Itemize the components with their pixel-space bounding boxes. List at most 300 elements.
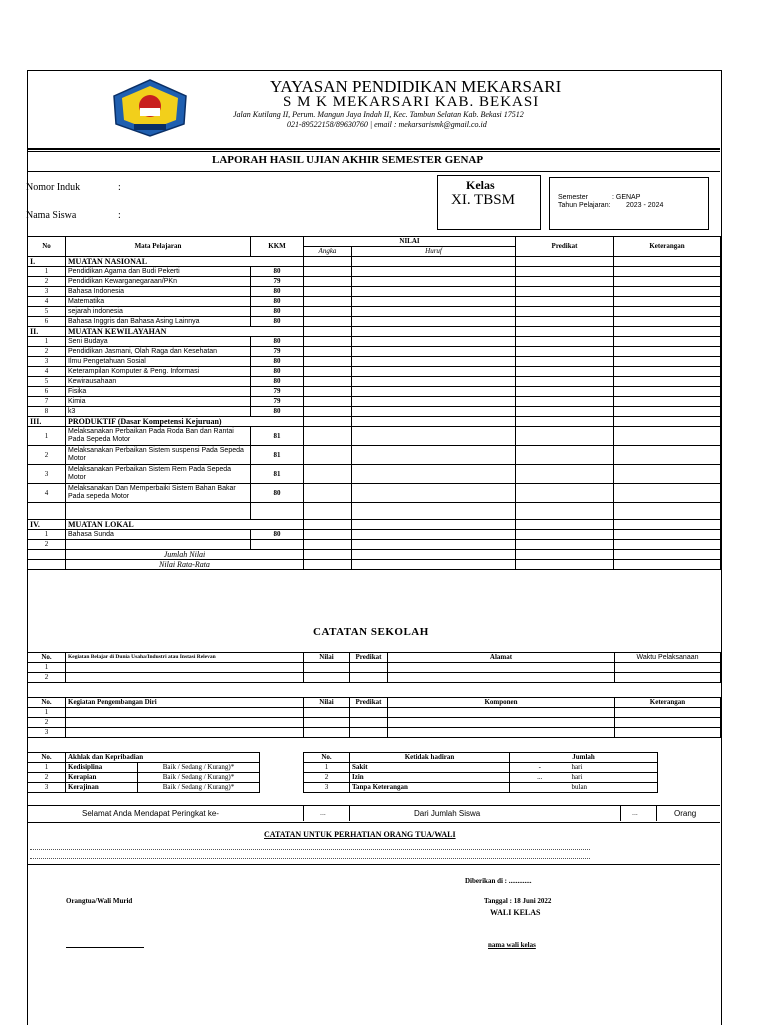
semester-value: : GENAP — [612, 194, 641, 201]
kkm-value: 80 — [251, 317, 304, 327]
table-row — [28, 307, 721, 317]
predikat-cell — [516, 484, 614, 503]
angka-cell — [304, 377, 352, 387]
ekskul-col-komponen: Komponen — [388, 698, 615, 708]
angka-cell — [304, 317, 352, 327]
huruf-cell — [352, 465, 516, 484]
predikat-cell — [516, 377, 614, 387]
tahun-label: Tahun Pelajaran: — [558, 202, 611, 209]
kkm-value: 79 — [251, 277, 304, 287]
subject-name: Bahasa Indonesia — [66, 287, 251, 297]
section-title: MUATAN NASIONAL — [66, 257, 304, 267]
catatan-sekolah-title: CATATAN SEKOLAH — [313, 626, 429, 638]
subject-name: Pendidikan Kewarganegaraan/PKn — [66, 277, 251, 287]
empty-cell — [28, 503, 66, 520]
table-row — [304, 783, 658, 793]
predikat-cell — [516, 307, 614, 317]
angka-cell — [304, 267, 352, 277]
subject-name: k3 — [66, 407, 251, 417]
kkm-value: 81 — [251, 427, 304, 446]
keterangan-cell — [614, 427, 721, 446]
wali-kelas-label: WALI KELAS — [490, 908, 541, 917]
row-number: 1 — [304, 763, 350, 773]
table-row — [28, 773, 260, 783]
keterangan-cell — [614, 530, 721, 540]
empty-cell — [304, 673, 350, 683]
row-number: 4 — [28, 297, 66, 307]
empty-cell — [615, 673, 721, 683]
predikat-cell — [516, 446, 614, 465]
absen-unit: bulan — [570, 783, 658, 793]
row-number: 3 — [28, 287, 66, 297]
predikat-cell — [516, 520, 614, 530]
keterangan-cell — [614, 337, 721, 347]
kkm-value: 80 — [251, 337, 304, 347]
empty-cell — [615, 708, 721, 718]
table-row — [28, 708, 721, 718]
akhlak-options: Baik / Sedang / Kurang)* — [138, 783, 260, 793]
empty-cell — [66, 673, 304, 683]
table-row — [28, 530, 721, 540]
kkm-value: 81 — [251, 465, 304, 484]
ortu-label: Orangtua/Wali Murid — [66, 897, 133, 905]
keterangan-cell — [614, 287, 721, 297]
empty-cell — [28, 550, 66, 560]
foundation-name: YAYASAN PENDIDIKAN MEKARSARI — [270, 77, 562, 96]
huruf-cell — [352, 446, 516, 465]
predikat-cell — [516, 267, 614, 277]
ranking-dots-2: ... — [632, 810, 638, 817]
empty-cell — [615, 728, 721, 738]
keterangan-cell — [614, 267, 721, 277]
huruf-cell — [352, 257, 516, 267]
table-row — [28, 367, 721, 377]
keterangan-cell — [614, 347, 721, 357]
table-row — [28, 297, 721, 307]
empty-cell — [352, 503, 516, 520]
empty-cell — [304, 708, 350, 718]
angka-cell — [304, 550, 352, 560]
empty-cell — [388, 718, 615, 728]
row-number: 2 — [28, 718, 66, 728]
kkm-value: 79 — [251, 397, 304, 407]
semester-label: Semester — [558, 194, 588, 201]
empty-cell — [388, 728, 615, 738]
keterangan-cell — [614, 357, 721, 367]
absen-table — [303, 752, 658, 793]
kkm-value: 80 — [251, 307, 304, 317]
ekskul-col-no: No. — [28, 698, 66, 708]
empty-cell — [350, 718, 388, 728]
report-title: LAPORAH HASIL UJIAN AKHIR SEMESTER GENAP — [212, 154, 484, 166]
keterangan-cell — [614, 317, 721, 327]
keterangan-cell — [614, 327, 721, 337]
table-row — [28, 287, 721, 297]
absen-col-title: Ketidak hadiran — [350, 753, 510, 763]
angka-cell — [304, 297, 352, 307]
section-row — [28, 417, 721, 427]
section-number: IV. — [28, 520, 66, 530]
nama-wali-kelas: nama wali kelas — [488, 941, 536, 949]
empty-cell — [251, 503, 304, 520]
huruf-cell — [352, 484, 516, 503]
table-row — [28, 387, 721, 397]
empty-cell — [304, 718, 350, 728]
subject-name: Matematika — [66, 297, 251, 307]
tanggal: Tanggal : 18 Juni 2022 — [484, 897, 552, 905]
subject-name: Bahasa Sunda — [66, 530, 251, 540]
row-number: 8 — [28, 407, 66, 417]
col-kkm: KKM — [251, 237, 304, 257]
keterangan-cell — [614, 297, 721, 307]
kkm-value: 80 — [251, 287, 304, 297]
empty-cell — [304, 728, 350, 738]
angka-cell — [304, 327, 352, 337]
table-row — [28, 763, 260, 773]
col-huruf: Huruf — [352, 247, 516, 257]
kkm-value — [251, 540, 304, 550]
predikat-cell — [516, 465, 614, 484]
row-number: 3 — [304, 783, 350, 793]
absen-name: Sakit — [350, 763, 510, 773]
row-number: 5 — [28, 377, 66, 387]
subject-name: Kewirausahaan — [66, 377, 251, 387]
huruf-cell — [352, 417, 516, 427]
predikat-cell — [516, 327, 614, 337]
huruf-cell — [352, 520, 516, 530]
kkm-value: 80 — [251, 297, 304, 307]
angka-cell — [304, 287, 352, 297]
huruf-cell — [352, 307, 516, 317]
kkm-value: 81 — [251, 446, 304, 465]
notes-line-2 — [30, 858, 590, 859]
row-number: 3 — [28, 465, 66, 484]
kkm-value: 80 — [251, 367, 304, 377]
predikat-cell — [516, 417, 614, 427]
angka-cell — [304, 337, 352, 347]
predikat-cell — [516, 367, 614, 377]
akhlak-table — [27, 752, 260, 793]
row-number: 2 — [28, 773, 66, 783]
table-row — [28, 728, 721, 738]
row-number: 5 — [28, 307, 66, 317]
keterangan-cell — [614, 540, 721, 550]
akhlak-col-no: No. — [28, 753, 66, 763]
keterangan-cell — [614, 387, 721, 397]
notes-line-1 — [30, 849, 590, 850]
notes-divider — [27, 864, 720, 865]
predikat-cell — [516, 560, 614, 570]
pkl-col-no: No. — [28, 653, 66, 663]
empty-cell — [350, 663, 388, 673]
angka-cell — [304, 560, 352, 570]
table-row — [28, 377, 721, 387]
ranking-cell-1 — [303, 805, 350, 821]
section-title: PRODUKTIF (Dasar Kompetensi Kejuruan) — [66, 417, 304, 427]
akhlak-options: Baik / Sedang / Kurang)* — [138, 773, 260, 783]
predikat-cell — [516, 407, 614, 417]
table-row — [304, 773, 658, 783]
table-row — [28, 267, 721, 277]
empty-cell — [614, 503, 721, 520]
row-number: 1 — [28, 530, 66, 540]
keterangan-cell — [614, 465, 721, 484]
ranking-orang: Orang — [674, 809, 697, 818]
akhlak-name: Kerajinan — [66, 783, 138, 793]
ranking-cell-2 — [620, 805, 657, 821]
subject-name: Ilmu Pengetahuan Sosial — [66, 357, 251, 367]
row-number: 1 — [28, 337, 66, 347]
predikat-cell — [516, 277, 614, 287]
absen-col-no: No. — [304, 753, 350, 763]
angka-cell — [304, 257, 352, 267]
row-number: 4 — [28, 484, 66, 503]
keterangan-cell — [614, 307, 721, 317]
huruf-cell — [352, 287, 516, 297]
keterangan-cell — [614, 550, 721, 560]
huruf-cell — [352, 297, 516, 307]
empty-cell — [66, 503, 251, 520]
nilai-rata-label: Nilai Rata-Rata — [66, 560, 304, 570]
school-name: S M K MEKARSARI KAB. BEKASI — [283, 94, 540, 110]
nomor-induk-label: Nomor Induk — [26, 182, 81, 193]
row-number: 6 — [28, 387, 66, 397]
parent-notes-title: CATATAN UNTUK PERHATIAN ORANG TUA/WALI — [264, 830, 456, 839]
header-divider-thin — [27, 151, 720, 152]
table-row — [304, 763, 658, 773]
school-contact: 021-89522158/89630760 | email : mekarsarismk@gmail.co.id — [287, 120, 487, 129]
keterangan-cell — [614, 446, 721, 465]
angka-cell — [304, 407, 352, 417]
table-row — [28, 783, 260, 793]
section-number: II. — [28, 327, 66, 337]
table-row — [28, 357, 721, 367]
row-number: 7 — [28, 397, 66, 407]
angka-cell — [304, 520, 352, 530]
subject-name: Melaksanakan Perbaikan Sistem suspensi Pada Sepeda Motor — [66, 446, 251, 465]
diberikan-di: Diberikan di : ............. — [465, 877, 532, 885]
empty-cell — [615, 663, 721, 673]
subject-name: Melaksanakan Perbaikan Sistem Rem Pada Sepeda Motor — [66, 465, 251, 484]
angka-cell — [304, 484, 352, 503]
kkm-value: 79 — [251, 347, 304, 357]
empty-cell — [66, 708, 304, 718]
col-predikat: Predikat — [516, 237, 614, 257]
pkl-table — [27, 652, 721, 683]
subject-name: Fisika — [66, 387, 251, 397]
angka-cell — [304, 427, 352, 446]
section-row — [28, 257, 721, 267]
angka-cell — [304, 530, 352, 540]
predikat-cell — [516, 550, 614, 560]
absen-value — [510, 783, 570, 793]
ranking-dari: Dari Jumlah Siswa — [414, 809, 481, 818]
section-title: MUATAN LOKAL — [66, 520, 304, 530]
subject-name — [66, 540, 251, 550]
col-no: No — [28, 237, 66, 257]
predikat-cell — [516, 317, 614, 327]
school-logo — [110, 78, 190, 138]
col-mapel: Mata Pelajaran — [66, 237, 251, 257]
angka-cell — [304, 367, 352, 377]
keterangan-cell — [614, 560, 721, 570]
predikat-cell — [516, 397, 614, 407]
section-number: I. — [28, 257, 66, 267]
pkl-col-predikat: Predikat — [350, 653, 388, 663]
angka-cell — [304, 540, 352, 550]
predikat-cell — [516, 297, 614, 307]
subject-name: Pendidikan Agama dan Budi Pekerti — [66, 267, 251, 277]
row-number: 6 — [28, 317, 66, 327]
keterangan-cell — [614, 377, 721, 387]
section-title: MUATAN KEWILAYAHAN — [66, 327, 304, 337]
angka-cell — [304, 465, 352, 484]
huruf-cell — [352, 327, 516, 337]
kelas-value: XI. TBSM — [451, 192, 515, 208]
table-row — [28, 663, 721, 673]
grades-table — [27, 236, 721, 570]
row-number: 3 — [28, 728, 66, 738]
keterangan-cell — [614, 277, 721, 287]
empty-cell — [388, 673, 615, 683]
pkl-col-kegiatan: Kegiatan Belajar di Dunia Usaha/Industri atau Instasi Relevan — [66, 653, 304, 663]
huruf-cell — [352, 540, 516, 550]
akhlak-name: Kerapian — [66, 773, 138, 783]
row-number: 2 — [28, 446, 66, 465]
predikat-cell — [516, 530, 614, 540]
col-nilai: NILAI — [304, 237, 516, 247]
row-number: 3 — [28, 783, 66, 793]
row-number: 2 — [28, 347, 66, 357]
title-divider — [27, 171, 720, 172]
col-angka: Angka — [304, 247, 352, 257]
table-row — [28, 397, 721, 407]
empty-cell — [350, 673, 388, 683]
spacer-row — [28, 503, 721, 520]
row-number: 3 — [28, 357, 66, 367]
total-row — [28, 560, 721, 570]
ekskul-col-nilai: Nilai — [304, 698, 350, 708]
absen-unit: hari — [570, 773, 658, 783]
akhlak-col-title: Akhlak dan Kepribadian — [66, 753, 260, 763]
table-row — [28, 540, 721, 550]
pkl-col-waktu: Waktu Pelaksanaan — [615, 653, 721, 663]
pkl-col-alamat: Alamat — [388, 653, 615, 663]
predikat-cell — [516, 257, 614, 267]
subject-name: Kimia — [66, 397, 251, 407]
absen-name: Tanpa Keterangan — [350, 783, 510, 793]
header-divider — [27, 148, 720, 150]
subject-name: Melaksanakan Dan Memperbaiki Sistem Bahan Bakar Pada sepeda Motor — [66, 484, 251, 503]
empty-cell — [388, 708, 615, 718]
kkm-value: 80 — [251, 357, 304, 367]
kkm-value: 79 — [251, 387, 304, 397]
kkm-value: 80 — [251, 267, 304, 277]
row-number: 2 — [28, 277, 66, 287]
table-row — [28, 317, 721, 327]
row-number: 1 — [28, 663, 66, 673]
predikat-cell — [516, 347, 614, 357]
subject-name: Pendidikan Jasmani, Olah Raga dan Kesehatan — [66, 347, 251, 357]
predikat-cell — [516, 540, 614, 550]
empty-cell — [304, 503, 352, 520]
section-row — [28, 520, 721, 530]
empty-cell — [516, 503, 614, 520]
col-keterangan: Keterangan — [614, 237, 721, 257]
angka-cell — [304, 387, 352, 397]
row-number: 2 — [304, 773, 350, 783]
keterangan-cell — [614, 417, 721, 427]
row-number: 1 — [28, 427, 66, 446]
table-row — [28, 427, 721, 446]
huruf-cell — [352, 357, 516, 367]
nama-siswa-colon: : — [118, 210, 121, 221]
huruf-cell — [352, 560, 516, 570]
empty-cell — [66, 718, 304, 728]
keterangan-cell — [614, 407, 721, 417]
table-row — [28, 484, 721, 503]
subject-name: sejarah indonesia — [66, 307, 251, 317]
section-number: III. — [28, 417, 66, 427]
empty-cell — [350, 728, 388, 738]
ekskul-col-predikat: Predikat — [350, 698, 388, 708]
table-row — [28, 407, 721, 417]
table-row — [28, 446, 721, 465]
kkm-value: 80 — [251, 484, 304, 503]
subject-name: Keterampilan Komputer & Peng. Informasi — [66, 367, 251, 377]
huruf-cell — [352, 407, 516, 417]
absen-value: - — [510, 763, 570, 773]
huruf-cell — [352, 337, 516, 347]
row-number: 4 — [28, 367, 66, 377]
table-row — [28, 718, 721, 728]
huruf-cell — [352, 550, 516, 560]
predikat-cell — [516, 387, 614, 397]
angka-cell — [304, 357, 352, 367]
huruf-cell — [352, 277, 516, 287]
nomor-induk-colon: : — [118, 182, 121, 193]
keterangan-cell — [614, 520, 721, 530]
subject-name: Bahasa Inggris dan Bahasa Asing Lainnya — [66, 317, 251, 327]
kkm-value: 80 — [251, 377, 304, 387]
absen-col-jumlah: Jumlah — [510, 753, 658, 763]
ranking-dots: ... — [320, 810, 326, 817]
akhlak-name: Kedisiplina — [66, 763, 138, 773]
empty-cell — [615, 718, 721, 728]
subject-name: Melaksanakan Perbaikan Pada Roda Ban dan Rantai Pada Sepeda Motor — [66, 427, 251, 446]
predikat-cell — [516, 427, 614, 446]
huruf-cell — [352, 317, 516, 327]
angka-cell — [304, 347, 352, 357]
table-row — [28, 337, 721, 347]
ekskul-col-keterangan: Keterangan — [615, 698, 721, 708]
huruf-cell — [352, 397, 516, 407]
keterangan-cell — [614, 484, 721, 503]
table-row — [28, 673, 721, 683]
absen-value: ... — [510, 773, 570, 783]
keterangan-cell — [614, 257, 721, 267]
keterangan-cell — [614, 397, 721, 407]
absen-unit: hari — [570, 763, 658, 773]
table-row — [28, 465, 721, 484]
predikat-cell — [516, 287, 614, 297]
kkm-value: 80 — [251, 407, 304, 417]
kkm-value: 80 — [251, 530, 304, 540]
row-number: 1 — [28, 267, 66, 277]
ranking-text: Selamat Anda Mendapat Peringkat ke- — [82, 809, 219, 818]
huruf-cell — [352, 427, 516, 446]
angka-cell — [304, 307, 352, 317]
